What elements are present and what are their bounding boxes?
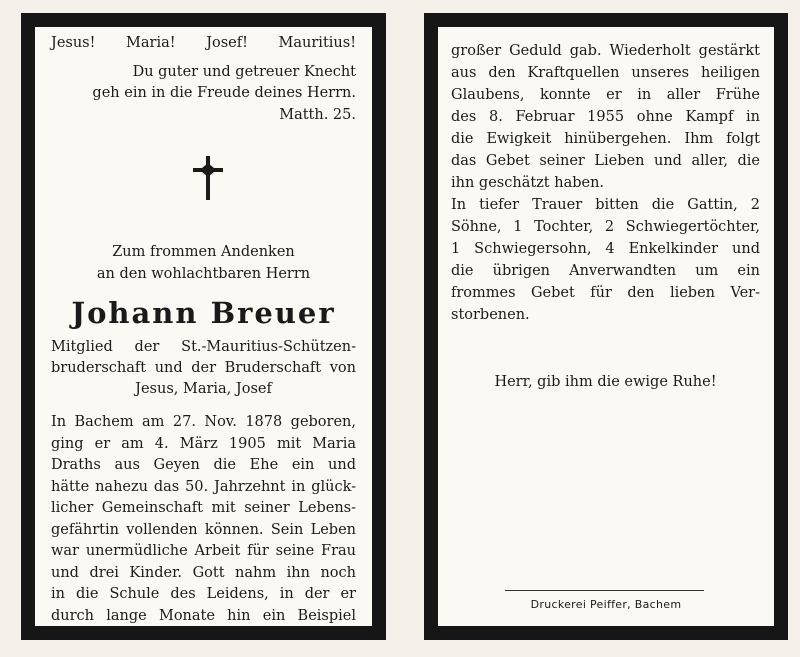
invocation-maria: Maria! (126, 35, 176, 51)
quote-line-2: geh ein in die Freude deines Herrn. (92, 85, 356, 101)
biography-line: licher Gemeinschaft mit seiner Lebens- (51, 500, 356, 516)
biography-line: durch lange Monate hin ein Beispiel (51, 608, 356, 624)
invocation-line (51, 34, 356, 52)
body-line: des 8. Februar 1955 ohne Kampf in (451, 109, 760, 125)
body-line: aus den Kraftquellen unseres heiligen (451, 65, 760, 81)
invocation-josef: Josef! (206, 35, 248, 51)
body-line: 1 Schwiegersohn, 4 Enkelkinder und (451, 241, 760, 257)
body-line: ihn geschätzt haben. (451, 175, 605, 191)
cross-icon (193, 156, 223, 200)
memorial-card-left (21, 13, 386, 640)
biography-line: hätte nahezu das 50. Jahrzehnt in glück- (51, 479, 356, 495)
biography-line: Draths aus Geyen die Ehe ein und (51, 457, 356, 473)
body-line: die übrigen Anverwandten um ein (451, 263, 760, 279)
body-line: frommes Gebet für den lieben Ver- (451, 285, 760, 301)
membership-line-3: Jesus, Maria, Josef (135, 381, 272, 397)
biography-line: war unermüdliche Arbeit für seine Frau (51, 543, 356, 559)
remembrance-line-1: Zum frommen Andenken (112, 244, 295, 260)
body-line: storbenen. (451, 307, 530, 323)
card-right-paper (438, 27, 774, 626)
body-line: großer Geduld gab. Wiederholt gestärkt (451, 43, 760, 59)
body-line: In tiefer Trauer bitten die Gattin, 2 (451, 197, 760, 213)
membership-line-2: bruderschaft und der Bruderschaft von (51, 360, 356, 376)
body-line: Glaubens, konnte er in aller Frühe (451, 87, 760, 103)
quote-reference: Matth. 25. (279, 107, 356, 123)
final-prayer: Herr, gib ihm die ewige Ruhe! (494, 374, 717, 390)
printer-divider (505, 590, 704, 591)
printer-credit: Druckerei Peiffer, Bachem (530, 598, 682, 611)
deceased-name: Johann Breuer (71, 296, 336, 330)
body-line: Söhne, 1 Tochter, 2 Schwiegertöchter, (451, 219, 760, 235)
body-line: das Gebet seiner Lieben und aller, die (451, 153, 760, 169)
invocation-mauritius: Mauritius! (278, 35, 357, 51)
biography-line: und drei Kinder. Gott nahm ihn noch (51, 565, 356, 581)
membership-line-1: Mitglied der St.-Mauritius-Schützen- (51, 339, 356, 355)
card-left-paper (35, 27, 372, 626)
invocation-jesus: Jesus! (51, 35, 96, 51)
body-line: die Ewigkeit hinübergehen. Ihm folgt (451, 131, 760, 147)
biography-line: In Bachem am 27. Nov. 1878 geboren, (51, 414, 356, 430)
biography-line: in die Schule des Leidens, in der er (51, 586, 356, 602)
memorial-card-right (424, 13, 788, 640)
remembrance-line-2: an den wohlachtbaren Herrn (96, 266, 311, 282)
quote-line-1: Du guter und getreuer Knecht (132, 64, 356, 80)
biography-line: gefährtin vollenden können. Sein Leben (51, 522, 356, 538)
biography-line: ging er am 4. März 1905 mit Maria (51, 436, 356, 452)
